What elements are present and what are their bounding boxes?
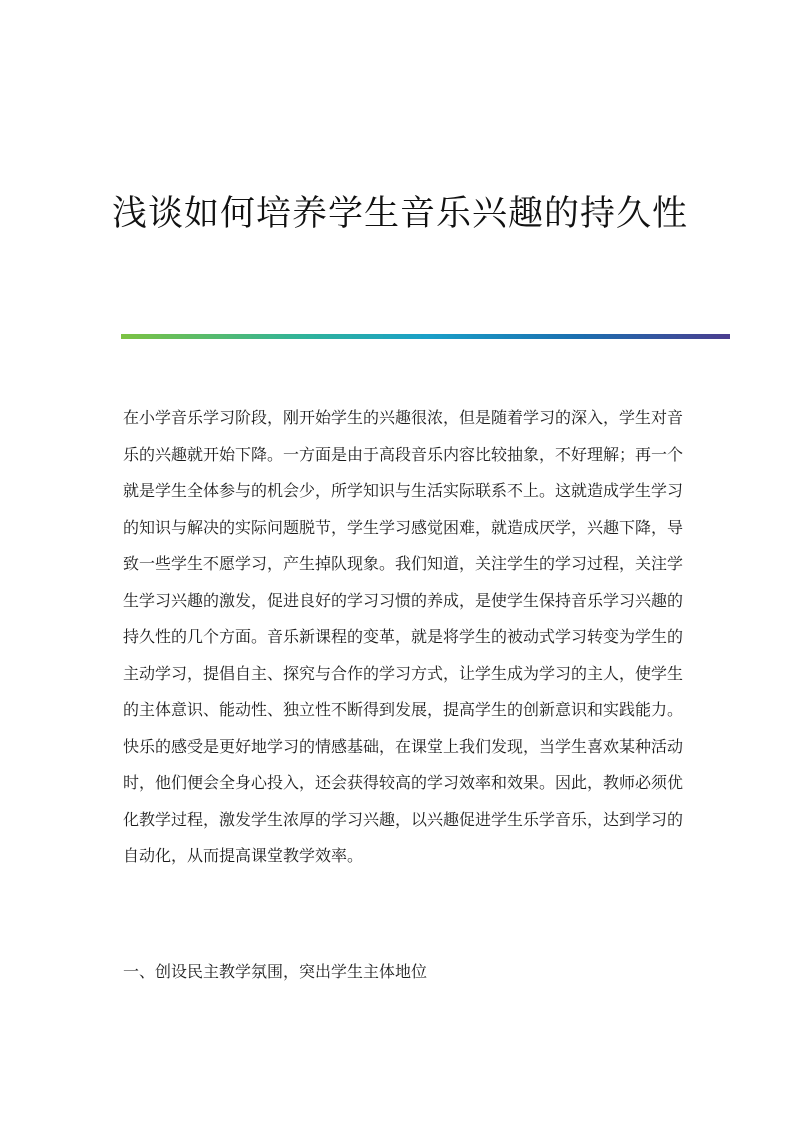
page-title: 浅谈如何培养学生音乐兴趣的持久性 — [111, 194, 688, 234]
section-heading: 一、创设民主教学氛围，突出学生主体地位 — [123, 962, 428, 981]
title-divider — [121, 334, 730, 339]
body-paragraph: 在小学音乐学习阶段，刚开始学生的兴趣很浓，但是随着学习的深入，学生对音乐的兴趣就开始下降。一方面是由于高段音乐内容比较抽象，不好理解；再一个就是学生全体参与的机会少，所学知识与生活实际联系不上。这就造成学生学习的知识与解决的实际问题脱节，学生学习感觉困难，就造成厌学，兴趣下降，导致一些学生不愿学习，产生掉队现象。我们知道，关注学生的学习过程，关注学生学习兴趣的激发，促进良好的学习习惯的养成，是使学生保持音乐学习兴趣的持久性的几个方面。音乐新课程的变革，就是将学生的被动式学习转变为学生的主动学习，提倡自主、探究与合作的学习方式，让学生成为学习的主人，使学生的主体意识、能动性、独立性不断得到发展，提高学生的创新意识和实践能力。快乐的感受是更好地学习的情感基础，在课堂上我们发现，当学生喜欢某种活动时，他们便会全身心投入，还会获得较高的学习效率和效果。因此，教师必须优化教学过程，激发学生浓厚的学习兴趣，以兴趣促进学生乐学音乐，达到学习的自动化，从而提高课堂教学效率。 — [123, 408, 684, 865]
